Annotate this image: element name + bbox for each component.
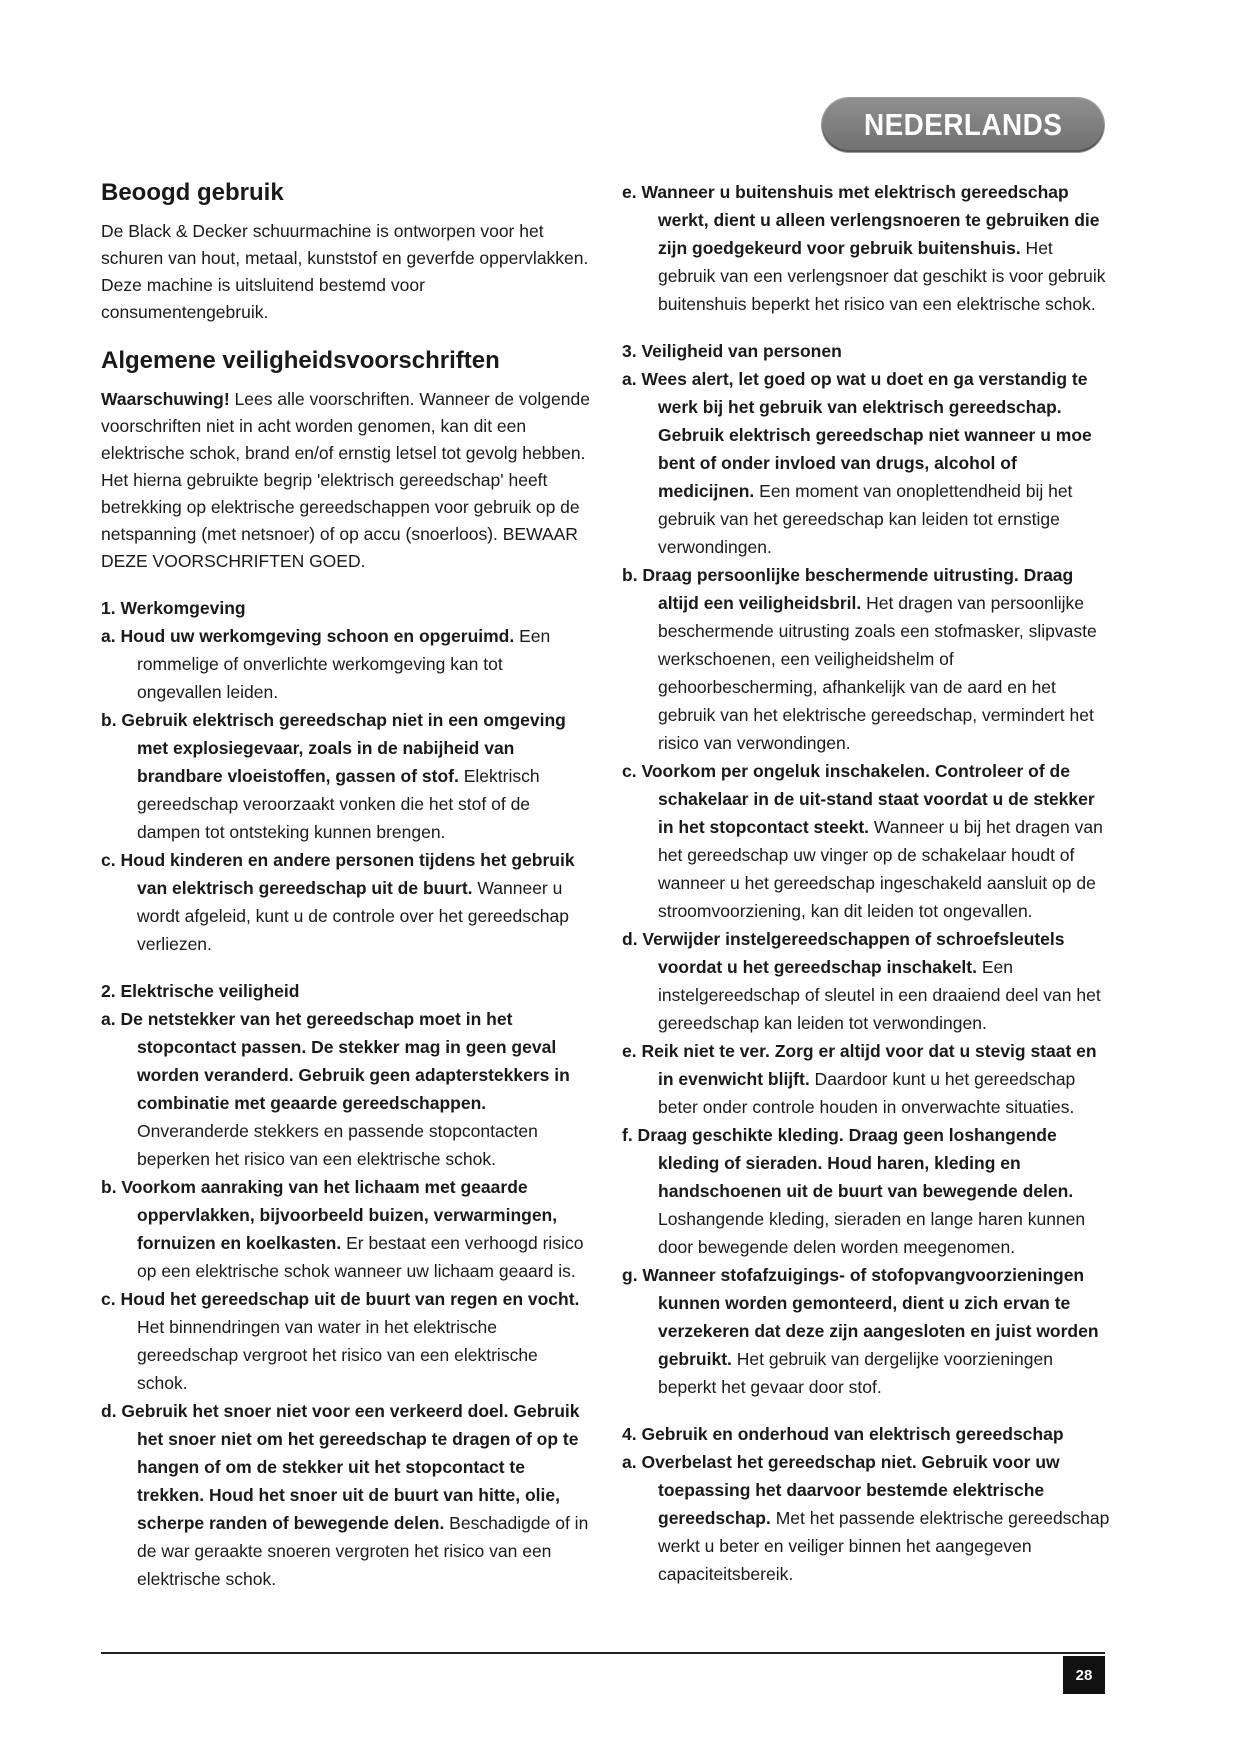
item-text: Elektrisch gereedschap veroorzaakt vonken die het stof of de dampen tot ontsteking kunnen brengen. [137, 766, 540, 842]
item-text: Het gebruik van dergelijke voorzieningen beperkt het gevaar door stof. [658, 1349, 1053, 1397]
work-area-title: 1. Werkomgeving [101, 598, 246, 618]
item-bold: b. Gebruik elektrisch gereedschap niet in een omgeving met explosiegevaar, zoals in de nabijheid van brandbare vloeistoffen, gassen of stof. [101, 710, 566, 786]
item-bold: c. Voorkom per ongeluk inschakelen. Controleer of de schakelaar in de uit-stand staat voordat u de stekker in het stopcontact steekt. [622, 761, 1095, 837]
list-item [622, 1037, 1112, 1121]
warning-text: Lees alle voorschriften. Wanneer de volgende voorschriften niet in acht worden genomen, kan dit een elektrische schok, brand en/of ernstig letsel tot gevolg hebben. Het hierna gebruikte begrip 'elektrisch gereedschap' heeft betrekking op elektrische gereedschappen voor gebruik op de netspanning (met netsnoer) of op accu (snoerloos). BEWAAR DEZE VOORSCHRIFTEN GOED. [101, 389, 590, 571]
item-bold: g. Wanneer stofafzuigings- of stofopvangvoorzieningen kunnen worden gemonteerd, dient u zich ervan te verzekeren dat deze zijn aangesloten en juist worden gebruikt. [622, 1265, 1099, 1369]
work-area-section [101, 595, 591, 958]
intended-use-text: De Black & Decker schuurmachine is ontworpen voor het schuren van hout, metaal, kunststof en geverfde oppervlakken. Deze machine is uitsluitend bestemd voor consumentengebruik. [101, 221, 589, 322]
item-bold: a. Wees alert, let goed op wat u doet en ga verstandig te werk bij het gebruik van elektrisch gereedschap. Gebruik elektrisch gereedschap niet wanneer u moe bent of onder invloed van drugs, alcohol of medicijnen. [622, 369, 1092, 501]
item-bold: d. Verwijder instelgereedschappen of schroefsleutels voordat u het gereedschap inschakelt. [622, 929, 1065, 977]
item-text: Wanneer u bij het dragen van het gereedschap uw vinger op de schakelaar houdt of wanneer u het gereedschap ingeschakeld aansluit op de stroomvoorziening, kan dit leiden tot ongevallen. [658, 817, 1103, 921]
electrical-safety-section [101, 978, 591, 1593]
item-bold: e. Wanneer u buitenshuis met elektrisch gereedschap werkt, dient u alleen verlengsnoeren te gebruiken die zijn goedgekeurd voor gebruik buitenshuis. [622, 182, 1100, 258]
general-safety-title: Algemene veiligheidsvoorschriften [101, 347, 500, 374]
left-column [101, 178, 591, 1613]
item-text: Het binnendringen van water in het elektrische gereedschap vergroot het risico van een elektrische schok. [137, 1317, 538, 1393]
item-bold: f. Draag geschikte kleding. Draag geen loshangende kleding of sieraden. Houd haren, kleding en handschoenen uit de buurt van bewegende delen. [622, 1125, 1074, 1201]
item-text: Beschadigde of in de war geraakte snoeren vergroten het risico van een elektrische schok. [137, 1513, 589, 1589]
list-item [101, 1173, 591, 1285]
list-item [622, 925, 1112, 1037]
item-text: Met het passende elektrische gereedschap werkt u beter en veiliger binnen het aangegeven capaciteitsbereik. [658, 1508, 1110, 1584]
tool-use-title: 4. Gebruik en onderhoud van elektrisch gereedschap [622, 1424, 1064, 1444]
list-item [622, 365, 1112, 561]
item-bold: a. De netstekker van het gereedschap moet in het stopcontact passen. De stekker mag in geen geval worden veranderd. Gebruik geen adapterstekkers in combinatie met geaarde gereedschappen. [101, 1009, 570, 1113]
item-text: Loshangende kleding, sieraden en lange haren kunnen door bewegende delen worden meegenomen. [658, 1209, 1086, 1257]
item-text: Daardoor kunt u het gereedschap beter onder controle houden in onverwachte situaties. [658, 1069, 1076, 1117]
intended-use-title: Beoogd gebruik [101, 179, 284, 206]
list-item [622, 1121, 1112, 1261]
item-text: Het gebruik van een verlengsnoer dat geschikt is voor gebruik buitenshuis beperkt het risico van een elektrische schok. [658, 238, 1106, 314]
warning-label: Waarschuwing! [101, 389, 230, 409]
list-item [622, 1261, 1112, 1401]
item-text: Een moment van onoplettendheid bij het gebruik van het gereedschap kan leiden tot ernstige verwondingen. [658, 481, 1073, 557]
personal-safety-section [622, 338, 1112, 1401]
item-bold: d. Gebruik het snoer niet voor een verkeerd doel. Gebruik het snoer niet om het gereedschap te dragen of op te hangen of om de stekker uit het stopcontact te trekken. Houd het snoer uit de buurt van hitte, olie, scherpe randen of bewegende delen. [101, 1401, 580, 1533]
item-bold: c. Houd het gereedschap uit de buurt van regen en vocht. [101, 1289, 580, 1309]
general-safety-section [101, 346, 591, 575]
item-bold: b. Draag persoonlijke beschermende uitrusting. Draag altijd een veiligheidsbril. [622, 565, 1074, 613]
right-column [622, 178, 1112, 1608]
item-bold: a. Overbelast het gereedschap niet. Gebruik voor uw toepassing het daarvoor bestemde elektrische gereedschap. [622, 1452, 1060, 1528]
list-item [101, 622, 591, 706]
item-text: Een instelgereedschap of sleutel in een draaiend deel van het gereedschap kan leiden tot verwondingen. [658, 957, 1101, 1033]
item-text: Een rommelige of onverlichte werkomgeving kan tot ongevallen leiden. [137, 626, 551, 702]
page-number: 28 [1063, 1656, 1105, 1694]
list-item [622, 757, 1112, 925]
general-safety-warning [101, 386, 591, 575]
electrical-safety-title: 2. Elektrische veiligheid [101, 981, 300, 1001]
item-text: Onveranderde stekkers en passende stopcontacten beperken het risico van een elektrische schok. [137, 1121, 538, 1169]
footer-divider [101, 1652, 1105, 1654]
item-bold: a. Houd uw werkomgeving schoon en opgeruimd. [101, 626, 515, 646]
list-item [622, 178, 1112, 318]
item-text: Het dragen van persoonlijke beschermende uitrusting zoals een stofmasker, slipvaste werkschoenen, een veiligheidshelm of gehoorbescherming, afhankelijk van de aard en het gebruik van het elektrische gereedschap, vermindert het risico van verwondingen. [658, 593, 1097, 753]
language-badge [822, 98, 1104, 152]
item-bold: b. Voorkom aanraking van het lichaam met geaarde oppervlakken, bijvoorbeeld buizen, verwarmingen, fornuizen en koelkasten. [101, 1177, 558, 1253]
tool-use-section [622, 1421, 1112, 1588]
list-item [101, 1285, 591, 1397]
list-item [101, 1397, 591, 1593]
language-badge-label: NEDERLANDS [863, 107, 1063, 142]
item-bold: e. Reik niet te ver. Zorg er altijd voor dat u stevig staat en in evenwicht blijft. [622, 1041, 1097, 1089]
list-item [101, 1005, 591, 1173]
item-bold: c. Houd kinderen en andere personen tijdens het gebruik van elektrisch gereedschap uit de buurt. [101, 850, 575, 898]
item-text: Wanneer u wordt afgeleid, kunt u de controle over het gereedschap verliezen. [137, 878, 569, 954]
intended-use-section [101, 178, 591, 326]
list-item [101, 706, 591, 846]
list-item [622, 561, 1112, 757]
personal-safety-title: 3. Veiligheid van personen [622, 341, 842, 361]
list-item [622, 1448, 1112, 1588]
electrical-safety-cont-section [622, 178, 1112, 318]
list-item [101, 846, 591, 958]
item-text: Er bestaat een verhoogd risico op een elektrische schok wanneer uw lichaam geaard is. [137, 1233, 584, 1281]
